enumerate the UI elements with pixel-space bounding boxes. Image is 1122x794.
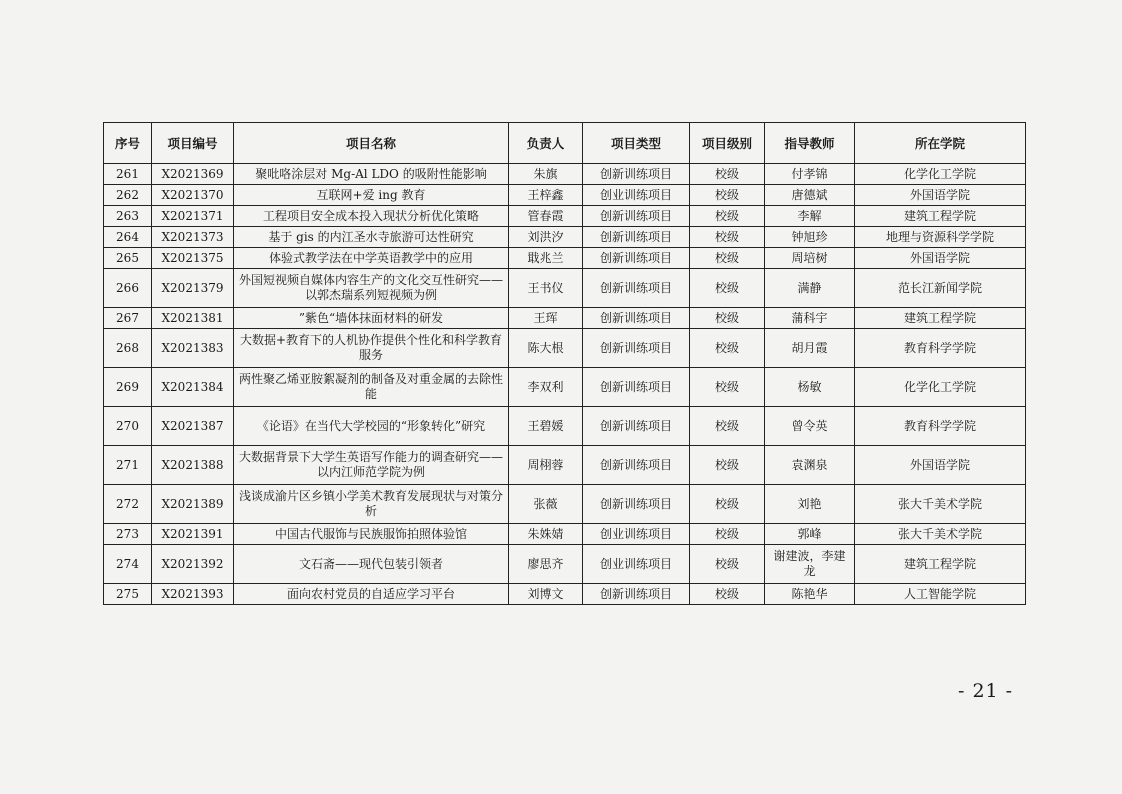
cell-advisor: 胡月霞	[765, 329, 855, 368]
cell-seq: 269	[104, 368, 152, 407]
cell-type: 创新训练项目	[583, 329, 690, 368]
header-leader: 负责人	[509, 123, 583, 164]
cell-name: 面向农村党员的自适应学习平台	[234, 584, 509, 605]
cell-type: 创业训练项目	[583, 524, 690, 545]
header-level: 项目级别	[690, 123, 765, 164]
cell-name: 大数据+教育下的人机协作提供个性化和科学教育服务	[234, 329, 509, 368]
table-row	[104, 446, 1026, 485]
cell-type: 创新训练项目	[583, 206, 690, 227]
cell-type: 创新训练项目	[583, 269, 690, 308]
cell-level: 校级	[690, 329, 765, 368]
cell-leader: 周栩蓉	[509, 446, 583, 485]
table-row	[104, 248, 1026, 269]
cell-seq: 274	[104, 545, 152, 584]
cell-seq: 270	[104, 407, 152, 446]
table-row	[104, 206, 1026, 227]
header-advisor: 指导教师	[765, 123, 855, 164]
cell-name: 两性聚乙烯亚胺絮凝剂的制备及对重金属的去除性能	[234, 368, 509, 407]
cell-advisor: 蒲科宇	[765, 308, 855, 329]
cell-name: 《论语》在当代大学校园的“形象转化”研究	[234, 407, 509, 446]
cell-seq: 261	[104, 164, 152, 185]
cell-code: X2021393	[152, 584, 234, 605]
cell-seq: 266	[104, 269, 152, 308]
cell-type: 创新训练项目	[583, 407, 690, 446]
header-type: 项目类型	[583, 123, 690, 164]
cell-leader: 李双利	[509, 368, 583, 407]
table-row	[104, 485, 1026, 524]
cell-code: X2021384	[152, 368, 234, 407]
cell-seq: 264	[104, 227, 152, 248]
cell-college: 外国语学院	[855, 446, 1026, 485]
cell-code: X2021391	[152, 524, 234, 545]
cell-code: X2021370	[152, 185, 234, 206]
cell-leader: 朱姝婧	[509, 524, 583, 545]
header-name: 项目名称	[234, 123, 509, 164]
cell-leader: 刘博文	[509, 584, 583, 605]
cell-level: 校级	[690, 185, 765, 206]
cell-college: 化学化工学院	[855, 368, 1026, 407]
cell-advisor: 付孝锦	[765, 164, 855, 185]
cell-seq: 263	[104, 206, 152, 227]
table-row	[104, 329, 1026, 368]
cell-name: 体验式教学法在中学英语教学中的应用	[234, 248, 509, 269]
table-row	[104, 545, 1026, 584]
cell-advisor: 满静	[765, 269, 855, 308]
cell-college: 教育科学学院	[855, 329, 1026, 368]
page-number: - 21 -	[958, 680, 1014, 702]
cell-type: 创业训练项目	[583, 185, 690, 206]
cell-advisor: 曾令英	[765, 407, 855, 446]
cell-leader: 王梓鑫	[509, 185, 583, 206]
table-row	[104, 164, 1026, 185]
cell-code: X2021373	[152, 227, 234, 248]
cell-seq: 273	[104, 524, 152, 545]
cell-leader: 朱旗	[509, 164, 583, 185]
cell-level: 校级	[690, 584, 765, 605]
cell-code: X2021389	[152, 485, 234, 524]
cell-seq: 272	[104, 485, 152, 524]
cell-level: 校级	[690, 485, 765, 524]
cell-level: 校级	[690, 308, 765, 329]
cell-leader: 陈大根	[509, 329, 583, 368]
table-row	[104, 269, 1026, 308]
cell-name: 基于 gis 的内江圣水寺旅游可达性研究	[234, 227, 509, 248]
cell-code: X2021383	[152, 329, 234, 368]
cell-name: 外国短视频自媒体内容生产的文化交互性研究——以郭杰瑞系列短视频为例	[234, 269, 509, 308]
cell-type: 创新训练项目	[583, 248, 690, 269]
cell-advisor: 袁渊泉	[765, 446, 855, 485]
cell-type: 创新训练项目	[583, 227, 690, 248]
cell-college: 地理与资源科学学院	[855, 227, 1026, 248]
cell-code: X2021369	[152, 164, 234, 185]
cell-code: X2021371	[152, 206, 234, 227]
header-seq: 序号	[104, 123, 152, 164]
cell-college: 人工智能学院	[855, 584, 1026, 605]
cell-name: 文石斋——现代包装引领者	[234, 545, 509, 584]
table-row	[104, 524, 1026, 545]
cell-type: 创新训练项目	[583, 164, 690, 185]
cell-type: 创新训练项目	[583, 368, 690, 407]
table-row	[104, 368, 1026, 407]
cell-level: 校级	[690, 446, 765, 485]
cell-advisor: 唐德斌	[765, 185, 855, 206]
cell-college: 建筑工程学院	[855, 308, 1026, 329]
cell-code: X2021381	[152, 308, 234, 329]
cell-leader: 王珲	[509, 308, 583, 329]
table-row	[104, 308, 1026, 329]
cell-advisor: 刘艳	[765, 485, 855, 524]
table-row	[104, 584, 1026, 605]
cell-type: 创业训练项目	[583, 545, 690, 584]
cell-code: X2021392	[152, 545, 234, 584]
cell-college: 张大千美术学院	[855, 524, 1026, 545]
cell-seq: 267	[104, 308, 152, 329]
header-college: 所在学院	[855, 123, 1026, 164]
table-row	[104, 227, 1026, 248]
cell-code: X2021388	[152, 446, 234, 485]
table-row	[104, 185, 1026, 206]
cell-leader: 王碧媛	[509, 407, 583, 446]
cell-level: 校级	[690, 524, 765, 545]
table-header-row	[104, 123, 1026, 164]
cell-leader: 刘洪汐	[509, 227, 583, 248]
cell-name: 大数据背景下大学生英语写作能力的调查研究——以内江师范学院为例	[234, 446, 509, 485]
cell-level: 校级	[690, 545, 765, 584]
cell-type: 创新训练项目	[583, 485, 690, 524]
cell-seq: 262	[104, 185, 152, 206]
cell-advisor: 杨敏	[765, 368, 855, 407]
cell-level: 校级	[690, 164, 765, 185]
cell-advisor: 谢建波，李建龙	[765, 545, 855, 584]
cell-code: X2021387	[152, 407, 234, 446]
cell-code: X2021379	[152, 269, 234, 308]
cell-level: 校级	[690, 206, 765, 227]
cell-advisor: 陈艳华	[765, 584, 855, 605]
cell-advisor: 李解	[765, 206, 855, 227]
table-row	[104, 407, 1026, 446]
cell-leader: 管春霞	[509, 206, 583, 227]
cell-type: 创新训练项目	[583, 446, 690, 485]
cell-type: 创新训练项目	[583, 308, 690, 329]
cell-name: 聚吡咯涂层对 Mg-Al LDO 的吸附性能影响	[234, 164, 509, 185]
cell-college: 建筑工程学院	[855, 545, 1026, 584]
cell-leader: 廖思齐	[509, 545, 583, 584]
cell-college: 化学化工学院	[855, 164, 1026, 185]
cell-level: 校级	[690, 269, 765, 308]
cell-advisor: 钟旭珍	[765, 227, 855, 248]
cell-seq: 265	[104, 248, 152, 269]
cell-college: 范长江新闻学院	[855, 269, 1026, 308]
cell-leader: 张薇	[509, 485, 583, 524]
cell-seq: 275	[104, 584, 152, 605]
cell-seq: 271	[104, 446, 152, 485]
cell-college: 外国语学院	[855, 248, 1026, 269]
cell-leader: 王书仪	[509, 269, 583, 308]
cell-college: 建筑工程学院	[855, 206, 1026, 227]
cell-name: ”紫色“墙体抹面材料的研发	[234, 308, 509, 329]
cell-seq: 268	[104, 329, 152, 368]
cell-code: X2021375	[152, 248, 234, 269]
cell-name: 中国古代服饰与民族服饰拍照体验馆	[234, 524, 509, 545]
cell-name: 浅谈成渝片区乡镇小学美术教育发展现状与对策分析	[234, 485, 509, 524]
cell-college: 外国语学院	[855, 185, 1026, 206]
project-table	[103, 122, 1026, 605]
cell-advisor: 周培树	[765, 248, 855, 269]
cell-name: 互联网+爱 ing 教育	[234, 185, 509, 206]
cell-name: 工程项目安全成本投入现状分析优化策略	[234, 206, 509, 227]
cell-advisor: 郭峰	[765, 524, 855, 545]
cell-college: 张大千美术学院	[855, 485, 1026, 524]
header-code: 项目编号	[152, 123, 234, 164]
cell-level: 校级	[690, 368, 765, 407]
cell-college: 教育科学学院	[855, 407, 1026, 446]
cell-level: 校级	[690, 407, 765, 446]
cell-level: 校级	[690, 248, 765, 269]
cell-leader: 戢兆兰	[509, 248, 583, 269]
cell-type: 创新训练项目	[583, 584, 690, 605]
cell-level: 校级	[690, 227, 765, 248]
